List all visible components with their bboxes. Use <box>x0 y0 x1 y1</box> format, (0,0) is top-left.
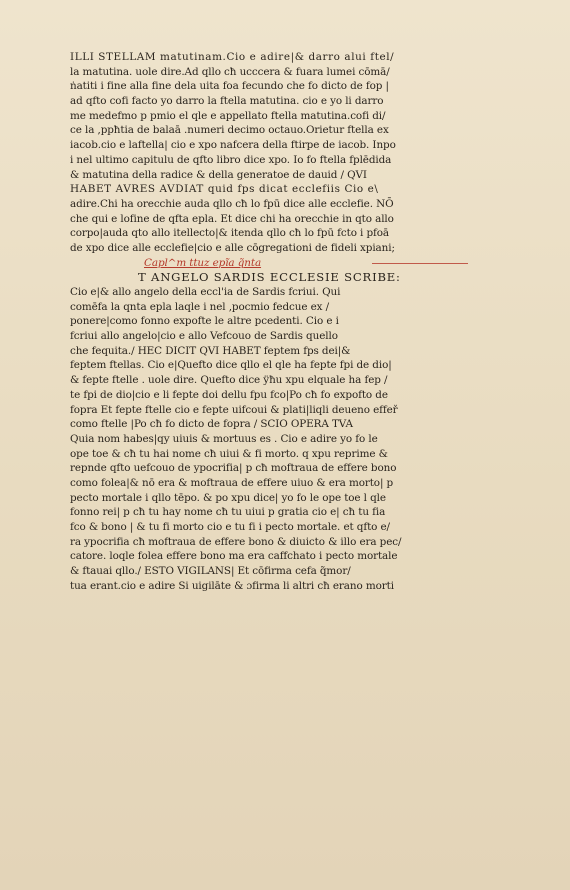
text-line: ope toe & cħ tu hai nome cħ uiui & fi morto. q xpu reprime & <box>70 447 388 460</box>
lines-after-heading <box>70 285 468 593</box>
text-line: fopra Et fepte ftelle cio e fepte uifcoui & plati|liqli deueno effeř <box>70 403 398 416</box>
text-line: ponere|como fonno expofte le altre pcedenti. Cio e i <box>70 315 339 328</box>
text-line: & ftauai qllo./ ESTO VIGILANS| Et cōfirma cefa q̃mor/ <box>70 565 351 578</box>
text-line: pecto mortale i qllo tēpo. & po xpu dice| yo fo le ope toe l qle <box>70 491 386 504</box>
text-line: feptem ftellas. Cio e|Quefto dice qllo el qle ha fepte fpi de dio| <box>70 359 392 372</box>
rubric-rule <box>372 263 468 264</box>
text-line: me medefmo p pmio el qle e appellato ftella matutina.cofi di/ <box>70 109 386 122</box>
text-line: che qui e lofine de qfta epla. Et dice chi ha orecchie in qto allo <box>70 212 394 225</box>
text-line: ILLI STELLAM matutinam.Cio e adire|& darro alui ftel/ <box>70 51 395 63</box>
text-line: corpo|auda qto allo itellecto|& itenda qllo cħ lo fpū fcto i pfoā <box>70 227 390 240</box>
chapter-rubric <box>144 256 468 271</box>
text-line: de xpo dice alle ecclefie|cio e alle cōgregationi de fideli xpiani; <box>70 241 395 254</box>
text-line: como ftelle |Po cħ fo dicto de fopra / SCIO OPERA TVA <box>70 418 353 431</box>
text-line: fcriui allo angelo|cio e allo Vefcouo de Sardis quello <box>70 330 338 343</box>
text-line: comēfa la qnta epla laqle i nel ,pocmio fedcue ex / <box>70 300 330 313</box>
chapter-heading: T ANGELO SARDIS ECCLESIE SCRIBE: <box>138 270 401 285</box>
text-line: i nel ultimo capitulu de qfto libro dice xpo. Io fo ftella fplēdida <box>70 153 392 166</box>
text-line: la matutina. uole dire.Ad qllo cħ ucccera & fuara lumei cōmā/ <box>70 65 390 78</box>
text-line: te fpi de dio|cio e li fepte doi dellu fpu fco|Po cħ fo expofto de <box>70 388 388 401</box>
text-line: catore. loqle folea effere bono ma era caffchato i pecto mortale <box>70 550 398 563</box>
text-line: tua erant.cio e adire Si uigilāte & ɔfirma li altri cħ erano morti <box>70 579 394 592</box>
text-line: HABET AVRES AVDIAT quid fps dicat ecclefiis Cio e\ <box>70 183 379 196</box>
text-line: iacob.cio e laftella| cio e xpo nafcera della ftirpe de iacob. Inpo <box>70 139 396 152</box>
text-line: & matutina della radice & della generatoe de dauid / QVI <box>70 168 367 181</box>
text-column <box>70 50 468 593</box>
rubric-text: Capl^m ttuz epĩa q̃nta <box>144 256 262 269</box>
text-line: che fequita./ HEC DICIT QVI HABET feptem fps dei|& <box>70 344 351 357</box>
text-line: como folea|& nō era & moftraua de effere uiuo & era morto| p <box>70 476 394 489</box>
text-line: repnde qfto uefcouo de ypocrifia| p cħ moftraua de effere bono <box>70 462 397 475</box>
text-line: Cio e|& allo angelo della eccl'ia de Sardis fcriui. Qui <box>70 286 341 298</box>
text-line: ce la ,ppħtia de balaā .numeri decimo octauo.Orietur ftella ex <box>70 124 389 137</box>
lines-before-rubric <box>70 50 468 256</box>
text-line: & fepte ftelle . uole dire. Quefto dice ÿħu xpu elquale ha fep / <box>70 374 388 387</box>
text-line: fonno rei| p cħ tu hay nome cħ tu uiui p gratia cio e| cħ tu fia <box>70 506 386 519</box>
text-line: adire.Chi ha orecchie auda qllo cħ lo fpū dice alle ecclefie. NŌ <box>70 197 394 210</box>
text-line: Quia nom habes|qy uiuis & mortuus es . Cio e adire yo fo le <box>70 432 378 445</box>
text-line: ra ypocrifia cħ moftraua de effere bono & diuicto & illo era pec/ <box>70 535 402 548</box>
text-line: ṅatiti i fine alla fine dela uita foa fecundo che fo dicto de fop | <box>70 80 389 93</box>
text-line: fco & bono | & tu fi morto cio e tu fi i pecto mortale. et qfto e/ <box>70 521 390 533</box>
text-line: ad qfto cofi facto yo darro la ftella matutina. cio e yo li darro <box>70 95 384 108</box>
